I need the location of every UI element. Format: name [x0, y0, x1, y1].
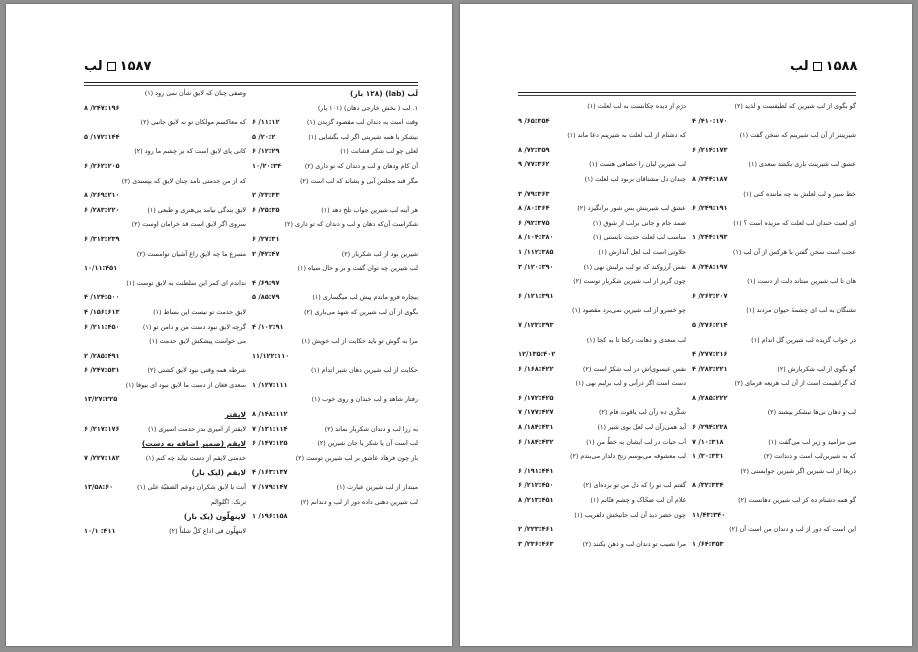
entry-reference: ۶ /۱۲:۲۹ — [252, 147, 280, 156]
index-entry — [84, 408, 246, 423]
entry-text: دریغا از لب شیرین اگر شیرین جوابستی (۲) — [740, 466, 856, 475]
index-entry — [518, 217, 686, 232]
entry-reference: ۷ /۱۷۷:۴۲۷ — [518, 408, 554, 417]
index-entry — [252, 218, 418, 233]
entry-reference: ۸ /۲۶۹:۲۱۰ — [84, 191, 120, 200]
entry-text: نفس عیسوی‌اش در لب شکرّ است (۲) — [582, 364, 686, 373]
entry-text: که از من خدمتی نامد چنان لایق که بپسندی (۲) — [121, 176, 246, 185]
index-entry — [692, 231, 856, 246]
entry-reference: ۲ /۲۲۳:۴۶۱ — [518, 525, 554, 534]
entry-reference: ۴ /۱۲۴:۵۰۰ — [84, 293, 120, 302]
entry-text: بیچاره فرو ماندم پیش لب میگساری (۱) — [312, 293, 418, 302]
entry-text: آب حیات در لب ایشان به خطّ من (۱) — [586, 437, 686, 446]
index-entry — [518, 290, 686, 305]
index-entry — [518, 100, 686, 115]
entry-text: لب و دهان نی‌ها نبشکر بپشند (۲) — [767, 408, 856, 417]
index-entry — [252, 393, 418, 408]
index-entry — [518, 436, 686, 451]
index-entry — [692, 304, 856, 319]
index-entry — [518, 494, 686, 509]
index-entry — [692, 450, 856, 465]
entry-reference: ۸ /۸۰:۳۶۴ — [518, 204, 550, 213]
entry-reference: ۱۰/۱۱:۴۵۱ — [84, 264, 118, 273]
entry-reference: ۶ /۱۲۱:۳۹۱ — [518, 291, 554, 300]
entry-text: لاینهلّون فی اداع کلّ شلناً (۲) — [169, 526, 246, 535]
right-page — [460, 4, 912, 646]
header-word: لب — [790, 59, 809, 74]
entry-reference: ۴ /۱۵۶:۶۱۳ — [84, 307, 120, 316]
index-entry — [252, 291, 418, 306]
entry-reference: ۱۳/۵۸:۶۰ — [84, 483, 114, 492]
entry-text: لب است آن یا شکر یا جان شیرین (۲) — [317, 439, 418, 448]
index-entry — [84, 393, 246, 408]
index-entry — [84, 204, 246, 219]
entry-text: آن کام ودهان و لب و دندان که تو داری (۲) — [304, 161, 418, 170]
index-entry — [84, 131, 246, 146]
index-entry — [518, 188, 686, 203]
entry-text: چون گریز از لب شیرین شکربار توست (۲) — [573, 277, 686, 286]
entry-text: آنت یا لایق شکران دوعم الضفیّة علی (۱) — [137, 483, 246, 492]
index-entry — [518, 450, 686, 465]
entry-text: به رزا لب و دندان شکربار نماند (۲) — [324, 424, 418, 433]
entry-reference: ۴ /۱۰۲:۹۱ — [252, 322, 284, 331]
entry-reference: ۸ /۲۴۸:۱۹۷ — [692, 262, 728, 271]
entry-text: این است که دور از لب و دندان من است آن (۲) — [729, 525, 856, 534]
index-entry — [518, 202, 686, 217]
index-entry — [518, 144, 686, 159]
entry-text: غلام آن لب ضحّاک و چشم فتّانم (۱) — [590, 496, 686, 505]
entry-reference: ۱۲/۱۳۵:۴۰۲ — [518, 350, 556, 359]
index-entry — [518, 377, 686, 392]
entry-text: بگوی از آن لب شیرین که شهد می‌باری (۲) — [304, 307, 418, 316]
entry-text: دست است اگر درآبی و لب برلبم نهی (۱) — [575, 379, 686, 388]
index-entry — [252, 189, 418, 204]
index-entry — [252, 437, 418, 452]
entry-text: که گرانقیمت است از آن لب هریعه فرمای (۲) — [734, 379, 856, 388]
header-word: لب — [84, 59, 103, 74]
entry-text: لَب (lab) (۱۲۸ بار) — [349, 89, 418, 98]
index-entry — [692, 348, 856, 363]
entry-text: ۱. لب ( بخش خارجی دهان) (۱۰۱ بار) — [317, 103, 418, 112]
index-entry — [252, 145, 418, 160]
index-entry — [252, 116, 418, 131]
index-entry — [252, 321, 418, 336]
entry-reference: ۲ /۴۲:۴۷ — [252, 249, 280, 258]
entry-text: عجب است سخن گفتن با هرکس از آن لب (۱) — [732, 247, 856, 256]
entry-reference: ۶ /۱۱:۱۲ — [252, 118, 280, 127]
entry-reference: ۸ /۷۲:۳۵۹ — [518, 145, 550, 154]
entry-reference: ۱ /۱۱۲:۳۸۵ — [518, 247, 554, 256]
entry-reference: ۷ /۱۲۳:۳۹۳ — [518, 320, 554, 329]
entry-text: حلاوتی است لب لعل آبدارش (۱) — [598, 247, 686, 256]
entry-reference: ۸ /۳۲:۳۳۴ — [692, 481, 724, 490]
entry-text: باز چون فرهاد عاشق بر لب شیرین توست (۲) — [295, 453, 418, 462]
column-left — [518, 100, 686, 552]
index-entry — [84, 291, 246, 306]
index-entry — [84, 466, 246, 481]
entry-text: سعدی فغان از دست ما لایق نبود ای بیوفا (۱) — [125, 380, 246, 389]
entry-text: تشنگان به لب ای چشمهٔ حیوان مردند (۱) — [746, 306, 856, 315]
entry-reference: ۲ /۲۳:۳۳ — [252, 191, 280, 200]
entry-reference: ۱۱/۱۲۲:۱۱۰ — [252, 351, 290, 360]
entry-reference: ۸ /۱۴۸:۱۱۲ — [252, 410, 288, 419]
entry-text: عشق لب شیرینت باری بکشد سعدی (۱) — [748, 160, 856, 169]
entry-text: رفتار شاهد و لب خندان و روی خوب (۱) — [311, 395, 418, 404]
entry-reference: ۴ /۲۷۷:۲۱۶ — [692, 350, 728, 359]
index-entry — [692, 523, 856, 538]
entry-reference: ۱ /۲۴۴:۱۹۳ — [692, 233, 728, 242]
entry-text: لب شیرین لبان را حصافی هست (۱) — [589, 160, 686, 169]
entry-text: لب شیرین چه توان گفت و بر و خال سیاه (۱) — [297, 264, 418, 273]
entry-reference: ۶ /۹۲:۳۷۵ — [518, 218, 550, 227]
entry-reference: ۶ /۲۱۲:۴۵۰ — [518, 481, 554, 490]
index-entry — [84, 160, 246, 175]
column-right — [692, 100, 856, 552]
entry-text: مگر قند مجلس آبی و بشاند که لب است (۲) — [300, 176, 418, 185]
index-entry — [252, 102, 418, 117]
entry-text: لب معشوقه می‌بوسم زنخ دلدار می‌بندم (۲) — [569, 452, 686, 461]
index-entry — [84, 87, 246, 102]
index-entry — [692, 509, 856, 524]
index-entry — [252, 496, 418, 511]
column-right — [252, 87, 418, 525]
entry-reference: ۷ /۱۳۱:۱۱۴ — [252, 424, 288, 433]
entry-text: لایقتر از امیری بدر حدمت اسیری (۱) — [147, 424, 246, 433]
entry-text: لایقم (لیک بار) — [191, 468, 246, 478]
index-entry — [518, 319, 686, 334]
index-entry — [252, 423, 418, 438]
entry-reference: ۶ /۲۶۳:۲۰۷ — [692, 291, 728, 300]
index-entry — [692, 246, 856, 261]
index-entry — [518, 158, 686, 173]
index-entry — [84, 145, 246, 160]
entry-reference: ۶ /۱۷۲:۴۲۵ — [518, 393, 554, 402]
entry-text: می مزامید و زیر لب می‌گفت (۱) — [768, 437, 856, 446]
index-entry — [692, 261, 856, 276]
entry-text: خط سبز و لب لعلش به چه ماننده کنی (۱) — [743, 189, 856, 198]
index-entry — [252, 160, 418, 175]
index-entry — [692, 334, 856, 349]
entry-text: لایق بندگی نیامد بی‌هنری و طبعی (۱) — [147, 205, 246, 214]
index-entry — [692, 100, 856, 115]
entry-text: شکراست آن‌که دهان و لب و دندان که تو داری (۲) — [284, 220, 418, 229]
index-entry — [518, 406, 686, 421]
entry-reference: ۶ /۲۸۳:۲۲۰ — [84, 205, 120, 214]
index-entry — [252, 233, 418, 248]
index-entry — [252, 306, 418, 321]
entry-reference: ۶ /۲۷:۳۱ — [252, 234, 280, 243]
entry-text: گو بگوی از لب شیرین که لطیفست و لذید (۲) — [734, 102, 856, 110]
page-header — [790, 59, 857, 74]
index-entry — [84, 423, 246, 438]
entry-text: چو خسرو از لب شیرین نمی‌برد مقصود (۱) — [572, 306, 686, 315]
entry-text: لب سعدی و دهانت زکجا تا به کجا (۱) — [586, 335, 686, 344]
index-entry — [252, 466, 418, 481]
index-entry — [84, 218, 246, 233]
entry-text: دژم از دیده چکانست به لب لعلت (۱) — [587, 102, 686, 110]
index-entry — [518, 129, 686, 144]
header-rule-thin — [518, 95, 856, 96]
index-entry — [518, 334, 686, 349]
page-number: ۱۵۸۸ — [825, 59, 858, 74]
index-entry — [84, 452, 246, 467]
entry-text: آید همی‌زآن لب لعل بوی شیر (۱) — [597, 423, 686, 432]
index-entry — [518, 523, 686, 538]
index-entry — [252, 248, 418, 263]
square-icon — [107, 62, 116, 71]
entry-reference: ۱۰/۱ :۴۱۱ — [84, 526, 116, 535]
index-entry — [252, 175, 418, 190]
entry-reference: ۱۱/۴۳:۳۴۰ — [692, 510, 726, 519]
entry-reference: ۷ /۲۲۷:۱۸۲ — [84, 453, 120, 462]
index-entry — [692, 115, 856, 130]
entry-reference: ۸ /۱۰۴:۳۸۰ — [518, 233, 554, 242]
entry-reference: ۴ /۲۸۳:۲۲۱ — [692, 364, 728, 373]
index-entry — [84, 277, 246, 292]
entry-reference: ۸ /۲۴۴:۱۸۷ — [692, 174, 728, 183]
index-entry — [692, 392, 856, 407]
entry-reference: ۹ /۶۵:۳۵۴ — [518, 116, 550, 125]
entry-text: لایق حدمت تو نیست این بساط (۱) — [153, 307, 246, 316]
entry-reference: ۶ /۱۹۱:۴۴۱ — [518, 466, 554, 475]
index-entry — [252, 510, 418, 525]
index-entry — [518, 246, 686, 261]
entry-text: شیرین بود از لب شکربار (۲) — [341, 249, 418, 258]
index-entry — [518, 231, 686, 246]
entry-text: سروی اگر لایق است قد خرامان اوست (۲) — [131, 220, 246, 229]
entry-text: وقت است به دندان لب مقصود گزیدن (۱) — [306, 118, 418, 127]
entry-text: که معاکسم مولکان تو نه لایق جانبی (۲) — [140, 118, 246, 127]
index-entry — [518, 261, 686, 276]
entry-reference: ۶ /۲۱۷:۱۷۶ — [84, 424, 120, 433]
entry-reference: ۱ /۳۰:۳۳۱ — [692, 452, 724, 461]
index-entry — [692, 406, 856, 421]
index-entry — [518, 348, 686, 363]
index-entry — [84, 116, 246, 131]
entry-text: نفس آرزوکند که تو لب برلبش نهی (۱) — [583, 262, 686, 271]
entry-reference: ۱۳/۲۷:۲۲۵ — [84, 395, 118, 404]
index-entry — [518, 173, 686, 188]
entry-reference: ۸ /۲۴۷:۱۹۶ — [84, 103, 120, 112]
entry-reference: ۳ /۱۲۰:۳۹۰ — [518, 262, 554, 271]
entry-text: گو بگوی از لب شکربارش (۲) — [777, 364, 856, 373]
entry-text: نیشکر با همه شیرینی اگر لب بگشایی (۱) — [308, 132, 418, 141]
entry-text: ای لعبت خندان لب لعلت که مزیده است ؟ (۱) — [733, 218, 856, 227]
index-entry — [84, 306, 246, 321]
index-entry — [84, 350, 246, 365]
entry-text: ترنک: اگلوالم — [210, 497, 246, 506]
index-entry — [518, 392, 686, 407]
index-entry — [692, 377, 856, 392]
index-entry — [692, 421, 856, 436]
entry-text: عشق لب شیرینش بس شور برانگیزد (۲) — [577, 204, 686, 213]
page-number: ۱۵۸۷ — [119, 59, 152, 74]
index-entry — [518, 509, 686, 524]
index-entry — [692, 363, 856, 378]
entry-reference: ۴ /۶۹:۹۷ — [252, 278, 280, 287]
index-entry — [518, 363, 686, 378]
entry-reference: ۲ /۲۸۵:۴۹۱ — [84, 351, 120, 360]
entry-text: خدمتی لایقم از دست نیاید چه کنم (۱) — [145, 453, 246, 462]
index-entry — [84, 321, 246, 336]
index-entry — [252, 277, 418, 292]
entry-text: کانی پای لایق است که بر چشم ما رود (۲) — [134, 147, 246, 156]
entry-text: هر آینه لب شیرین جواب تلخ دهد (۱) — [321, 205, 418, 214]
index-entry — [692, 538, 856, 553]
entry-reference: ۳ /۷۹:۳۶۳ — [518, 189, 550, 198]
entry-reference: ۱ /۶۴:۳۵۳ — [692, 539, 724, 548]
entry-reference: ۸ /۲۱۳:۴۵۱ — [518, 496, 554, 505]
entry-text: شرطه همه وقتی نبود لایق کشتی (۲) — [147, 366, 246, 375]
entry-text: مناسب لب لعلت حدیث نابستی (۱) — [593, 233, 686, 242]
index-entry — [252, 364, 418, 379]
entry-reference: ۶ /۱۶۸:۴۲۲ — [518, 364, 554, 373]
index-entry — [692, 494, 856, 509]
entry-reference: ۴ /۴۱۰:۱۷۰ — [692, 116, 728, 125]
entry-reference: ۱ /۱۹۶:۱۵۸ — [252, 512, 288, 521]
index-entry — [252, 379, 418, 394]
entry-reference: ۶ /۲۹۴:۲۲۸ — [692, 423, 728, 432]
entry-text: شیرینتر از آن لب شیرینم که سخن گفت (۱) — [739, 131, 856, 140]
entry-reference: ۷ /۱۷۹:۱۴۷ — [252, 483, 288, 492]
index-entry — [252, 408, 418, 423]
index-entry — [692, 479, 856, 494]
index-entry — [84, 379, 246, 394]
entry-text: ضمد جام و جانی برلب از شوق (۱) — [592, 218, 686, 227]
entry-text: لایقم (ضمیر اضافه به دست) — [141, 439, 246, 449]
index-entry — [692, 436, 856, 451]
entry-text: لعلی چو لب شکر فشانت (۱) — [340, 147, 418, 156]
index-entry — [84, 437, 246, 452]
entry-reference: ۵ /۲۷۶:۲۱۴ — [692, 320, 728, 329]
index-entry — [518, 421, 686, 436]
index-entry — [692, 144, 856, 159]
index-entry — [252, 204, 418, 219]
entry-reference: ۱ /۱۲۷:۱۱۱ — [252, 380, 288, 389]
index-entry — [252, 452, 418, 467]
index-entry — [252, 262, 418, 277]
entry-text: چون خضر دید آن لب جانبخش دلفریب (۱) — [574, 510, 686, 519]
index-entry — [692, 275, 856, 290]
index-entry — [84, 248, 246, 263]
entry-text: چندان دل مشتاقان بربود لب لعلت (۱) — [584, 174, 686, 183]
entry-text: وصفی چنان که لایق شأن نمی رود (۱) — [144, 89, 246, 97]
square-icon — [813, 62, 822, 71]
entry-reference: ۶ /۳۱۳:۲۳۹ — [84, 234, 120, 243]
entry-reference: ۶ /۲۱۴:۱۷۳ — [692, 145, 728, 154]
index-entry — [692, 129, 856, 144]
entry-text: لاینهلّون (یک بار) — [183, 512, 246, 522]
header-rule — [84, 82, 418, 83]
header-rule — [518, 92, 856, 93]
header-rule-thin — [84, 85, 418, 86]
entry-text: میندار از لب شیرین عبارت (۱) — [336, 483, 418, 492]
index-entry — [692, 217, 856, 232]
entry-text: هان تا لب شیرین ستاند دلت از دست (۱) — [747, 277, 856, 286]
entry-text: می خواست پیشکش لایق حدمت (۱) — [149, 337, 246, 346]
index-entry — [84, 481, 246, 496]
entry-text: که به شیرین‌لب است و دندانت (۲) — [763, 452, 856, 461]
entry-text: شکّری ده زآن لب یاقوت فام (۲) — [598, 408, 686, 417]
index-entry — [84, 262, 246, 277]
index-entry — [252, 481, 418, 496]
entry-reference: ۷ /۱۰:۳۱۸ — [692, 437, 724, 446]
entry-reference: ۸ /۱۸۴:۴۳۱ — [518, 423, 554, 432]
entry-reference: ۶ /۱۸۴:۴۳۲ — [518, 437, 554, 446]
index-entry — [252, 350, 418, 365]
entry-reference: ۵ /۲۰:۲ — [252, 132, 276, 141]
index-entry — [518, 304, 686, 319]
entry-reference: ۹ /۷۷:۳۶۲ — [518, 160, 550, 169]
index-entry — [84, 496, 246, 511]
entry-text: که دشنام از لب لعلت به شیرینم دعا ماند (۱) — [567, 131, 686, 140]
entry-reference: ۶ /۲۵:۳۵ — [252, 205, 280, 214]
index-entry — [252, 87, 418, 102]
entry-reference: ۴ /۱۶۳:۱۳۷ — [252, 468, 288, 477]
entry-text: حکایت از لب شیرین دهان شیر اندام (۱) — [311, 366, 418, 375]
index-entry — [84, 189, 246, 204]
index-entry — [518, 115, 686, 130]
index-entry — [518, 465, 686, 480]
entry-text: نداندم ای کمر این سلطنت به لایق توست (۱) — [126, 278, 246, 287]
entry-reference: ۳ /۲۳۶:۴۶۳ — [518, 539, 554, 548]
index-entry — [692, 158, 856, 173]
entry-text: مرا نصیب تو دندان لب و دهن بکنند (۲) — [582, 539, 686, 548]
entry-text: گو همه دشنام ده کز لب شیرین دهانست (۲) — [738, 496, 856, 505]
entry-text: مسرع ما چه لایق زاغ آشیان توامست (۲) — [136, 249, 246, 258]
entry-reference: ۶ /۲۱۱:۴۵۰ — [84, 322, 120, 331]
index-entry — [692, 319, 856, 334]
entry-text: در خواب گزیده لب شیرین گل اندام (۱) — [751, 335, 856, 344]
left-page — [6, 4, 452, 646]
index-entry — [692, 290, 856, 305]
index-entry — [84, 335, 246, 350]
entry-reference: ۶ /۲۴۷:۵۳۱ — [84, 366, 120, 375]
index-entry — [84, 510, 246, 525]
entry-text: گرچه لایق نبود دست من و دامن تو (۱) — [142, 322, 246, 331]
entry-reference: ۱۰/۲۰:۳۴ — [252, 161, 282, 170]
index-entry — [84, 233, 246, 248]
entry-text: لایقتر — [224, 410, 246, 420]
index-entry — [692, 465, 856, 480]
index-entry — [518, 479, 686, 494]
entry-text: لب شیرین دهنی داده دور از لب و دندانم (۲) — [300, 497, 418, 506]
entry-reference: ۶ /۲۶۲:۲۰۵ — [84, 161, 120, 170]
index-entry — [692, 202, 856, 217]
index-entry — [84, 525, 246, 540]
index-entry — [252, 335, 418, 350]
entry-reference: ۶ /۲۴۹:۱۹۱ — [692, 204, 728, 213]
index-entry — [84, 175, 246, 190]
index-entry — [84, 364, 246, 379]
index-entry — [84, 102, 246, 117]
page-header — [84, 59, 151, 74]
column-left — [84, 87, 246, 539]
entry-reference: ۵ /۸۵:۷۹ — [252, 293, 280, 302]
index-entry — [518, 275, 686, 290]
entry-reference: ۵ /۱۷۲:۱۴۴ — [84, 132, 120, 141]
entry-text: گفتم لب تو را که دل من تو برده‌ای (۲) — [583, 481, 686, 490]
entry-reference: ۶ /۱۴۷:۱۲۵ — [252, 439, 288, 448]
index-entry — [252, 131, 418, 146]
entry-reference: ۸ /۲۸۵:۲۲۲ — [692, 393, 728, 402]
entry-text: مرا به گوش تو باید حکایت از لب خویش (۱) — [301, 337, 418, 346]
index-entry — [692, 188, 856, 203]
index-entry — [518, 538, 686, 553]
index-entry — [692, 173, 856, 188]
